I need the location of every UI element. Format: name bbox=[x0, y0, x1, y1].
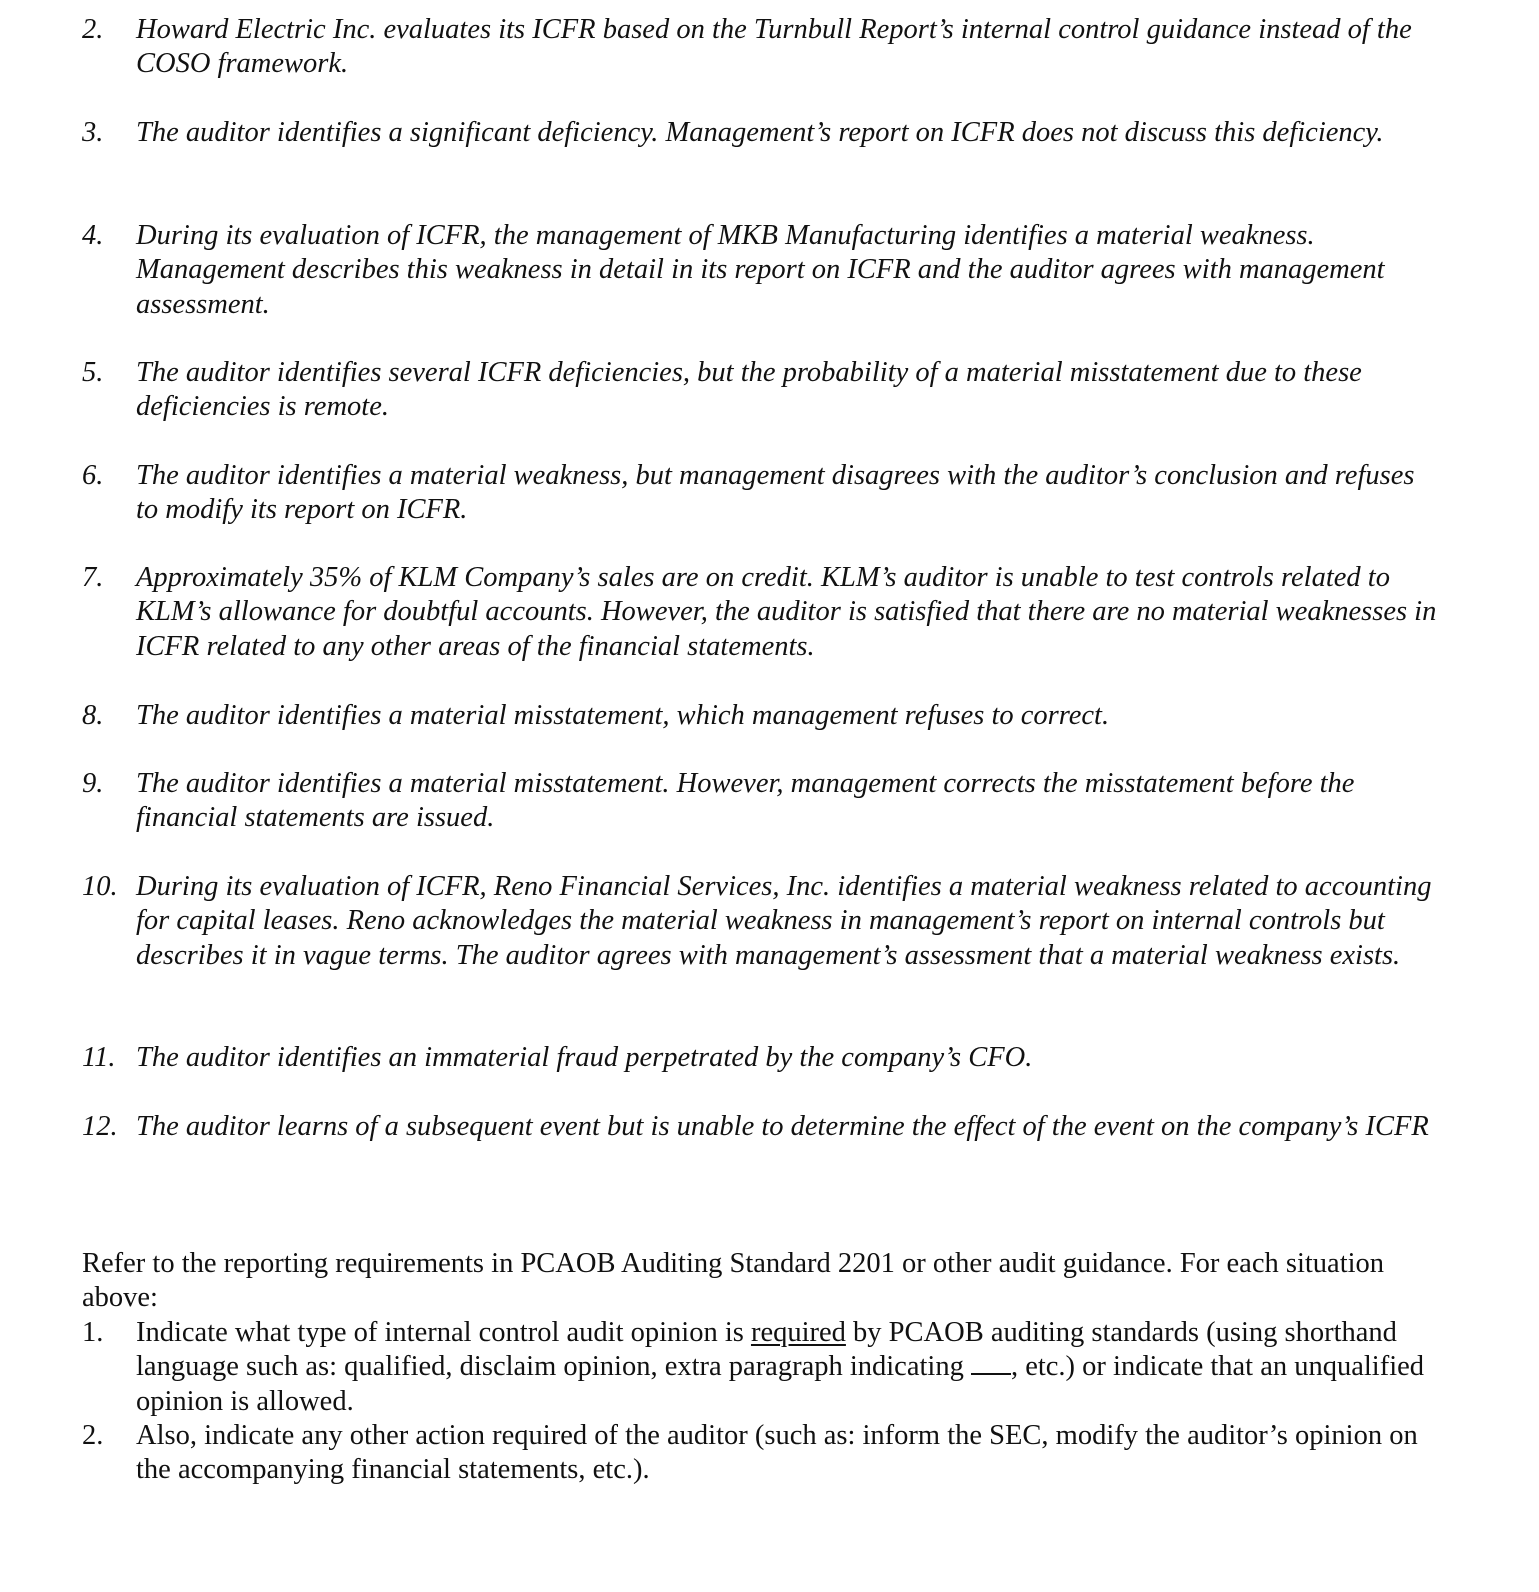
situation-item-3 bbox=[82, 116, 1442, 150]
fill-in-blank bbox=[971, 1351, 1011, 1375]
situation-text: Howard Electric Inc. evaluates its ICFR based on the Turnbull Report’s internal control guidance instead of the COSO framework. bbox=[136, 14, 1412, 80]
requirement-text-end: , etc.) or indicate that an unqualified opinion is allowed. bbox=[136, 1351, 1425, 1417]
requirement-item-1 bbox=[82, 1316, 1442, 1419]
situation-item-5 bbox=[82, 356, 1442, 425]
situation-item-2 bbox=[82, 13, 1442, 82]
situation-item-11 bbox=[82, 1041, 1442, 1075]
requirement-text bbox=[136, 1316, 1442, 1419]
instructions-section bbox=[82, 1247, 1442, 1488]
situation-text: The auditor identifies several ICFR deficiencies, but the probability of a material misstatement due to these deficiencies is remote. bbox=[136, 357, 1362, 423]
situation-item-10 bbox=[82, 870, 1442, 973]
situation-text: The auditor identifies a material weakness, but management disagrees with the auditor’s conclusion and refuses to modify its report on ICFR. bbox=[136, 460, 1415, 526]
situation-item-4 bbox=[82, 219, 1442, 322]
situation-item-9 bbox=[82, 767, 1442, 836]
requirement-number: 1. bbox=[82, 1316, 104, 1348]
situation-item-8 bbox=[82, 699, 1442, 733]
situation-item-7 bbox=[82, 561, 1442, 664]
situation-number: 3. bbox=[82, 117, 104, 148]
requirement-number: 2. bbox=[82, 1420, 104, 1452]
requirement-text: Also, indicate any other action required of the auditor (such as: inform the SEC, modify the auditor’s opinion on the accompanying financial statements, etc.). bbox=[136, 1420, 1418, 1486]
situation-text: The auditor identifies a material misstatement. However, management corrects the misstatement before the financial statements are issued. bbox=[136, 768, 1355, 834]
requirement-item-2 bbox=[82, 1419, 1442, 1488]
situation-text: The auditor identifies a significant deficiency. Management’s report on ICFR does not discuss this deficiency. bbox=[136, 117, 1384, 148]
situation-text: The auditor identifies a material misstatement, which management refuses to correct. bbox=[136, 700, 1110, 731]
instructions-intro: Refer to the reporting requirements in PCAOB Auditing Standard 2201 or other audit guidance. For each situation above: bbox=[82, 1248, 1385, 1314]
situation-number: 6. bbox=[82, 460, 104, 491]
situation-number: 7. bbox=[82, 562, 104, 593]
situation-number: 9. bbox=[82, 768, 104, 799]
requirement-text-start: Indicate what type of internal control audit opinion is bbox=[136, 1316, 751, 1348]
situation-item-6 bbox=[82, 459, 1442, 528]
situation-number: 11. bbox=[82, 1042, 116, 1073]
situation-text: During its evaluation of ICFR, Reno Financial Services, Inc. identifies a material weakness related to accounting for capital leases. Reno acknowledges the material weakness in management’s report on internal controls but describes it in vague terms. The auditor agrees with management’s assessment that a material weakness exists. bbox=[136, 871, 1432, 971]
situation-text: The auditor identifies an immaterial fraud perpetrated by the company’s CFO. bbox=[136, 1042, 1033, 1073]
required-emphasis: required bbox=[750, 1316, 846, 1348]
requirement-text-middle: by PCAOB auditing standards (using shorthand language such as: qualified, disclaim opinion, extra paragraph indicating bbox=[136, 1316, 1397, 1383]
situation-number: 8. bbox=[82, 700, 104, 731]
situation-number: 12. bbox=[82, 1111, 118, 1142]
situation-text: The auditor learns of a subsequent event but is unable to determine the effect of the event on the company’s ICFR bbox=[136, 1111, 1429, 1142]
situation-number: 2. bbox=[82, 14, 104, 45]
situation-number: 5. bbox=[82, 357, 104, 388]
situation-number: 10. bbox=[82, 871, 118, 902]
situation-text: During its evaluation of ICFR, the management of MKB Manufacturing identifies a material weakness. Management describes this weakness in detail in its report on ICFR and the auditor agrees with management assessment. bbox=[136, 220, 1385, 320]
situation-text: Approximately 35% of KLM Company’s sales are on credit. KLM’s auditor is unable to test controls related to KLM’s allowance for doubtful accounts. However, the auditor is satisfied that there are no material weaknesses in ICFR related to any other areas of the financial statements. bbox=[136, 562, 1437, 662]
situation-number: 4. bbox=[82, 220, 104, 251]
situation-item-12 bbox=[82, 1110, 1442, 1144]
